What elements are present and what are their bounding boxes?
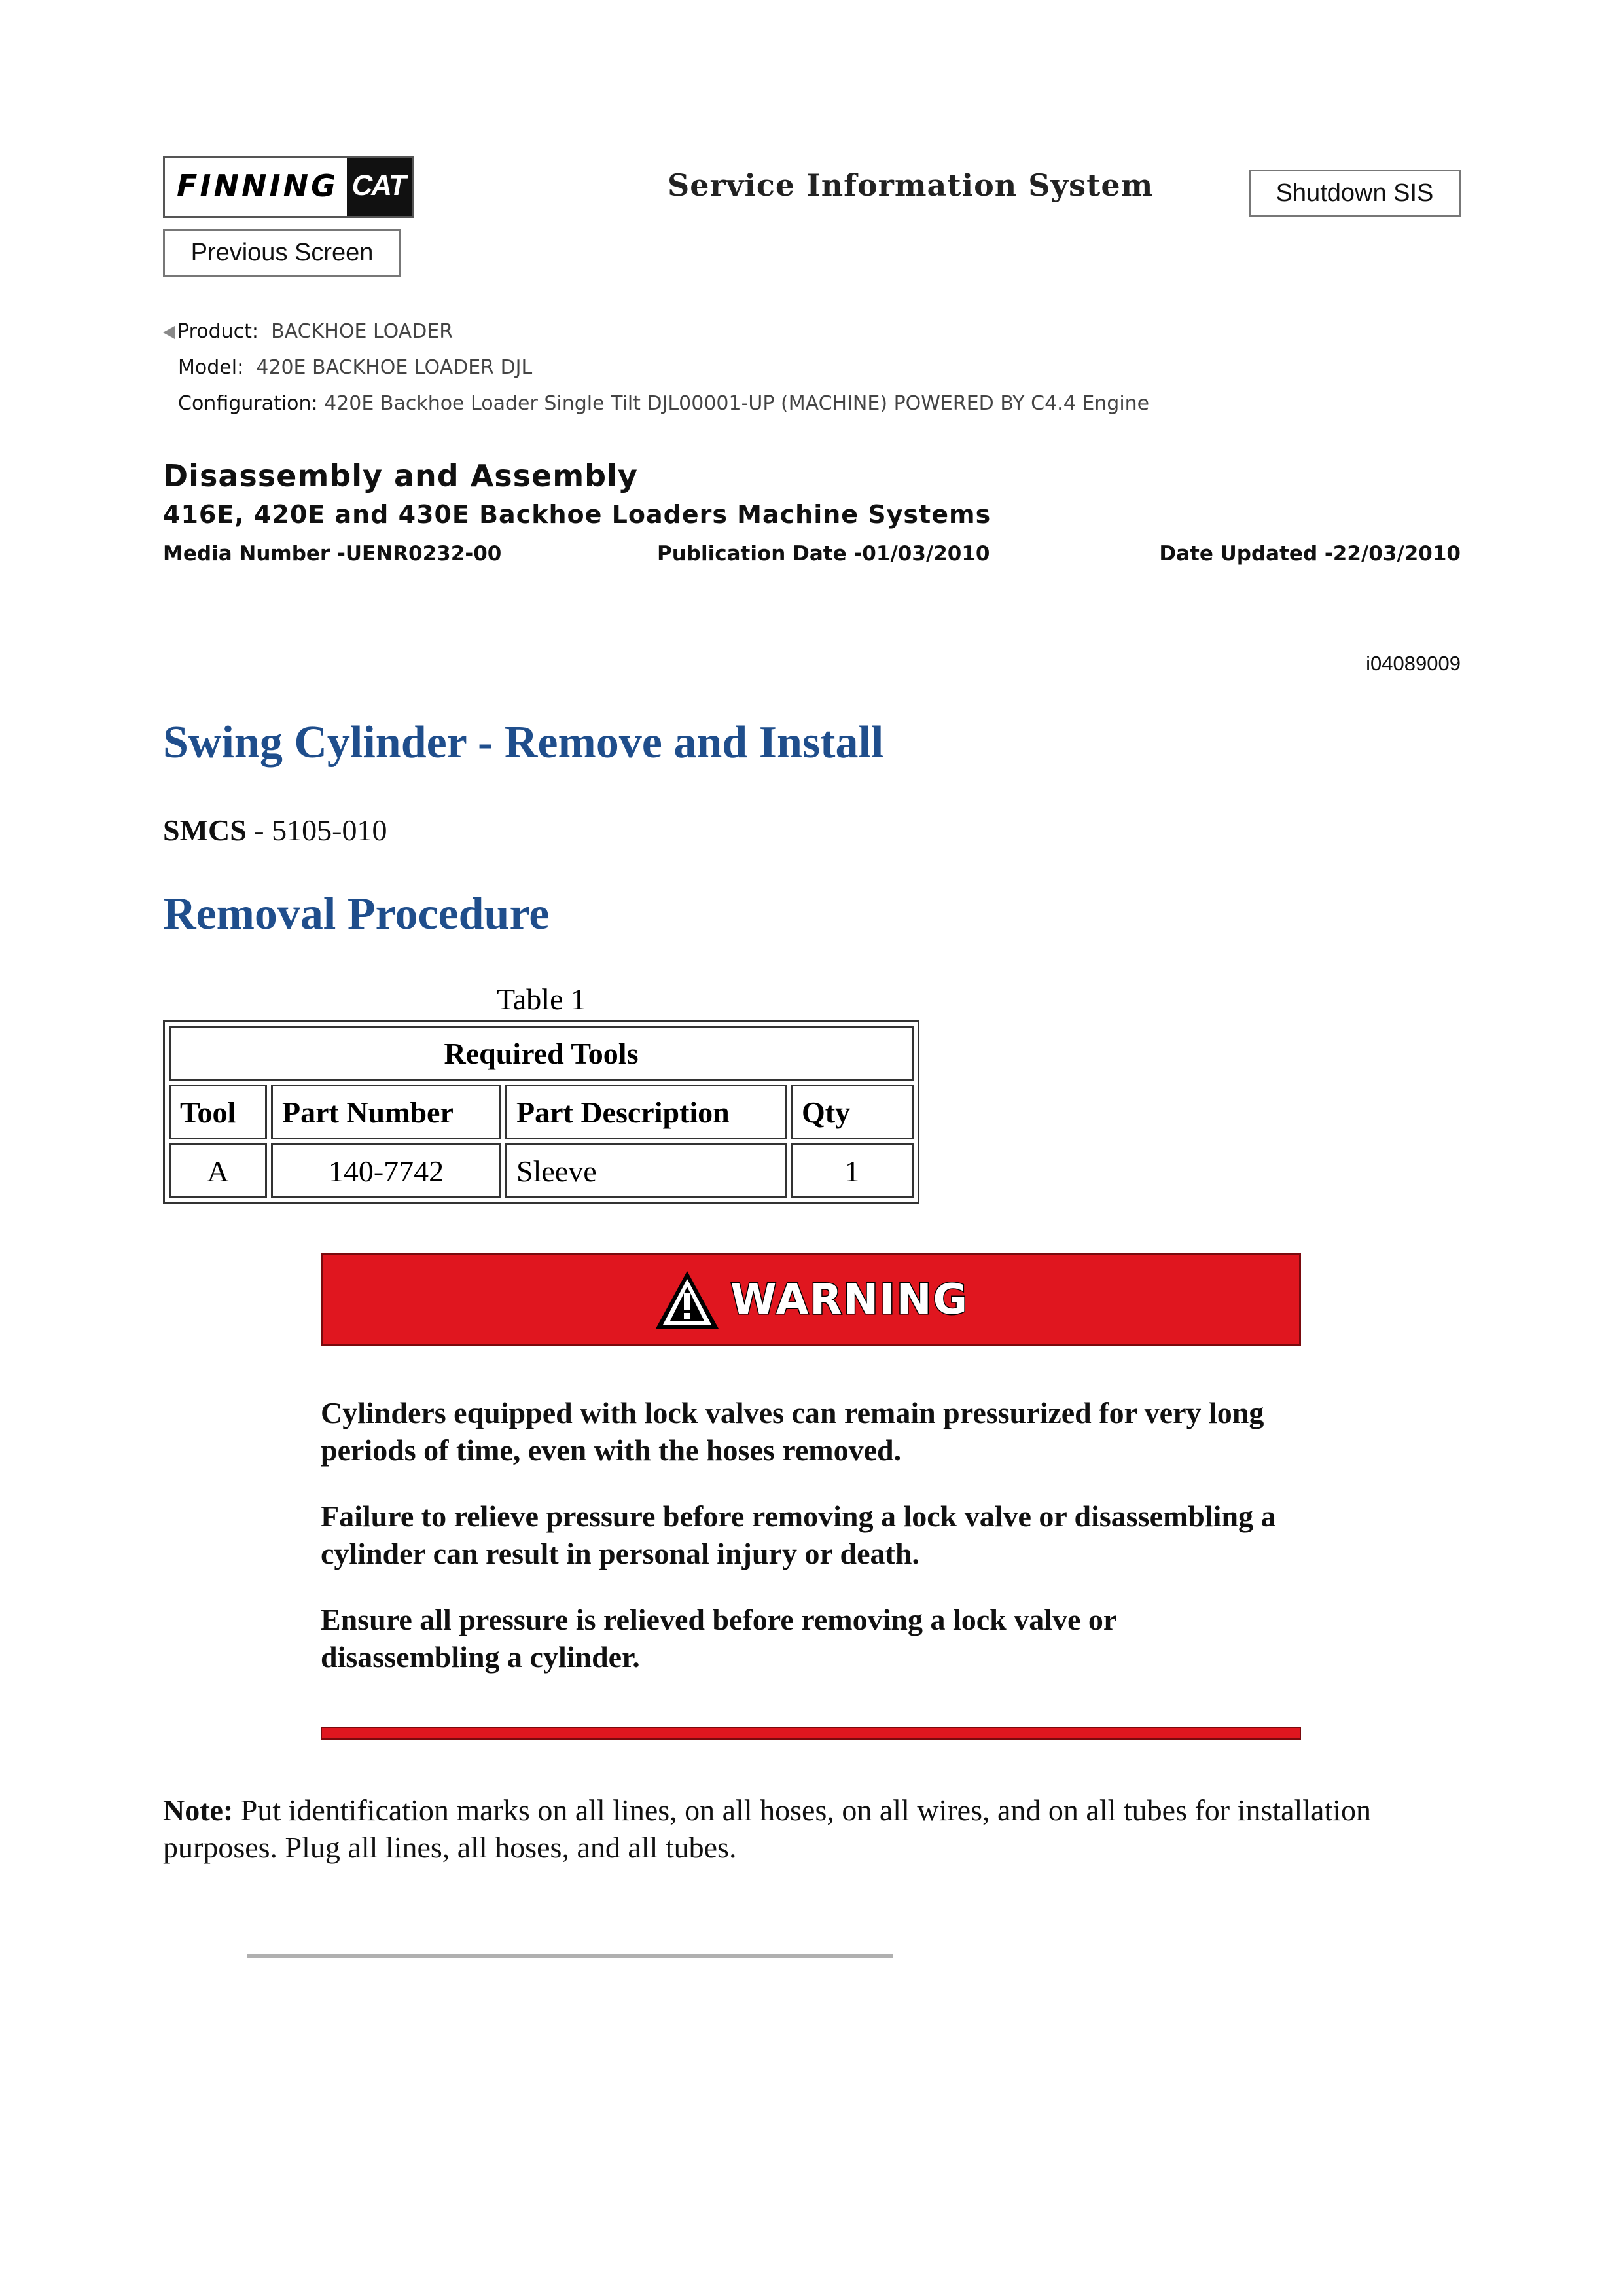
section-heading: Removal Procedure	[163, 889, 550, 939]
column-header-tool: Tool	[169, 1085, 267, 1139]
cell-tool: A	[169, 1143, 267, 1198]
media-number: Media Number -UENR0232-00	[163, 542, 502, 565]
date-updated: Date Updated -22/03/2010	[1159, 542, 1461, 565]
page-title: Swing Cylinder - Remove and Install	[163, 717, 884, 768]
note-label: Note:	[163, 1793, 234, 1827]
smcs-line	[163, 813, 387, 848]
finning-logo-text: FINNING	[177, 168, 338, 204]
smcs-value: 5105-010	[272, 814, 387, 847]
table-row	[169, 1143, 914, 1198]
column-header-part-number: Part Number	[271, 1085, 501, 1139]
previous-screen-button[interactable]: Previous Screen	[163, 229, 401, 277]
shutdown-sis-button[interactable]: Shutdown SIS	[1249, 170, 1461, 217]
cell-part-description: Sleeve	[505, 1143, 787, 1198]
cell-qty: 1	[791, 1143, 914, 1198]
table-title-row	[169, 1026, 914, 1081]
finning-cat-logo	[163, 156, 414, 218]
table-title: Required Tools	[169, 1026, 914, 1081]
divider	[247, 1954, 893, 1958]
configuration-value: 420E Backhoe Loader Single Tilt DJL00001-UP (MACHINE) POWERED BY C4.4 Engine	[324, 392, 1150, 415]
cell-part-number: 140-7742	[271, 1143, 501, 1198]
required-tools-table	[163, 1020, 919, 1204]
document-type: Disassembly and Assembly	[163, 458, 638, 493]
note-paragraph	[163, 1791, 1465, 1866]
configuration-line	[178, 392, 1149, 415]
product-label: Product:	[177, 320, 259, 343]
back-arrow-icon[interactable]	[163, 326, 175, 339]
document-series: 416E, 420E and 430E Backhoe Loaders Machine Systems	[163, 500, 991, 529]
warning-triangle-icon	[653, 1268, 721, 1331]
column-header-part-description: Part Description	[505, 1085, 787, 1139]
system-title: Service Information System	[668, 168, 1154, 203]
cat-logo	[347, 158, 412, 216]
model-label: Model:	[178, 356, 244, 379]
note-text: Put identification marks on all lines, on all hoses, on all wires, and on all tubes for installation purposes. Plug all lines, all hoses, and all tubes.	[163, 1793, 1372, 1864]
cat-logo-text: CAT	[349, 170, 408, 202]
configuration-label: Configuration:	[178, 392, 318, 415]
warning-paragraph: Cylinders equipped with lock valves can remain pressurized for very long periods of time, even with the hoses removed.	[321, 1396, 1264, 1467]
product-value: BACKHOE LOADER	[271, 320, 454, 343]
table-header-row	[169, 1085, 914, 1139]
publication-date: Publication Date -01/03/2010	[657, 542, 990, 565]
model-line	[178, 356, 532, 379]
document-id: i04089009	[1366, 652, 1461, 675]
smcs-label: SMCS -	[163, 814, 264, 847]
warning-paragraph: Failure to relieve pressure before removing a lock valve or disassembling a cylinder can result in personal injury or death.	[321, 1499, 1276, 1570]
warning-end-bar	[321, 1727, 1301, 1740]
table-caption: Table 1	[496, 982, 586, 1016]
warning-label: WARNING	[730, 1275, 969, 1324]
column-header-qty: Qty	[791, 1085, 914, 1139]
model-value: 420E BACKHOE LOADER DJL	[256, 356, 533, 379]
product-line	[163, 320, 453, 343]
warning-banner	[321, 1253, 1301, 1346]
warning-paragraph: Ensure all pressure is relieved before removing a lock valve or disassembling a cylinder.	[321, 1603, 1116, 1674]
